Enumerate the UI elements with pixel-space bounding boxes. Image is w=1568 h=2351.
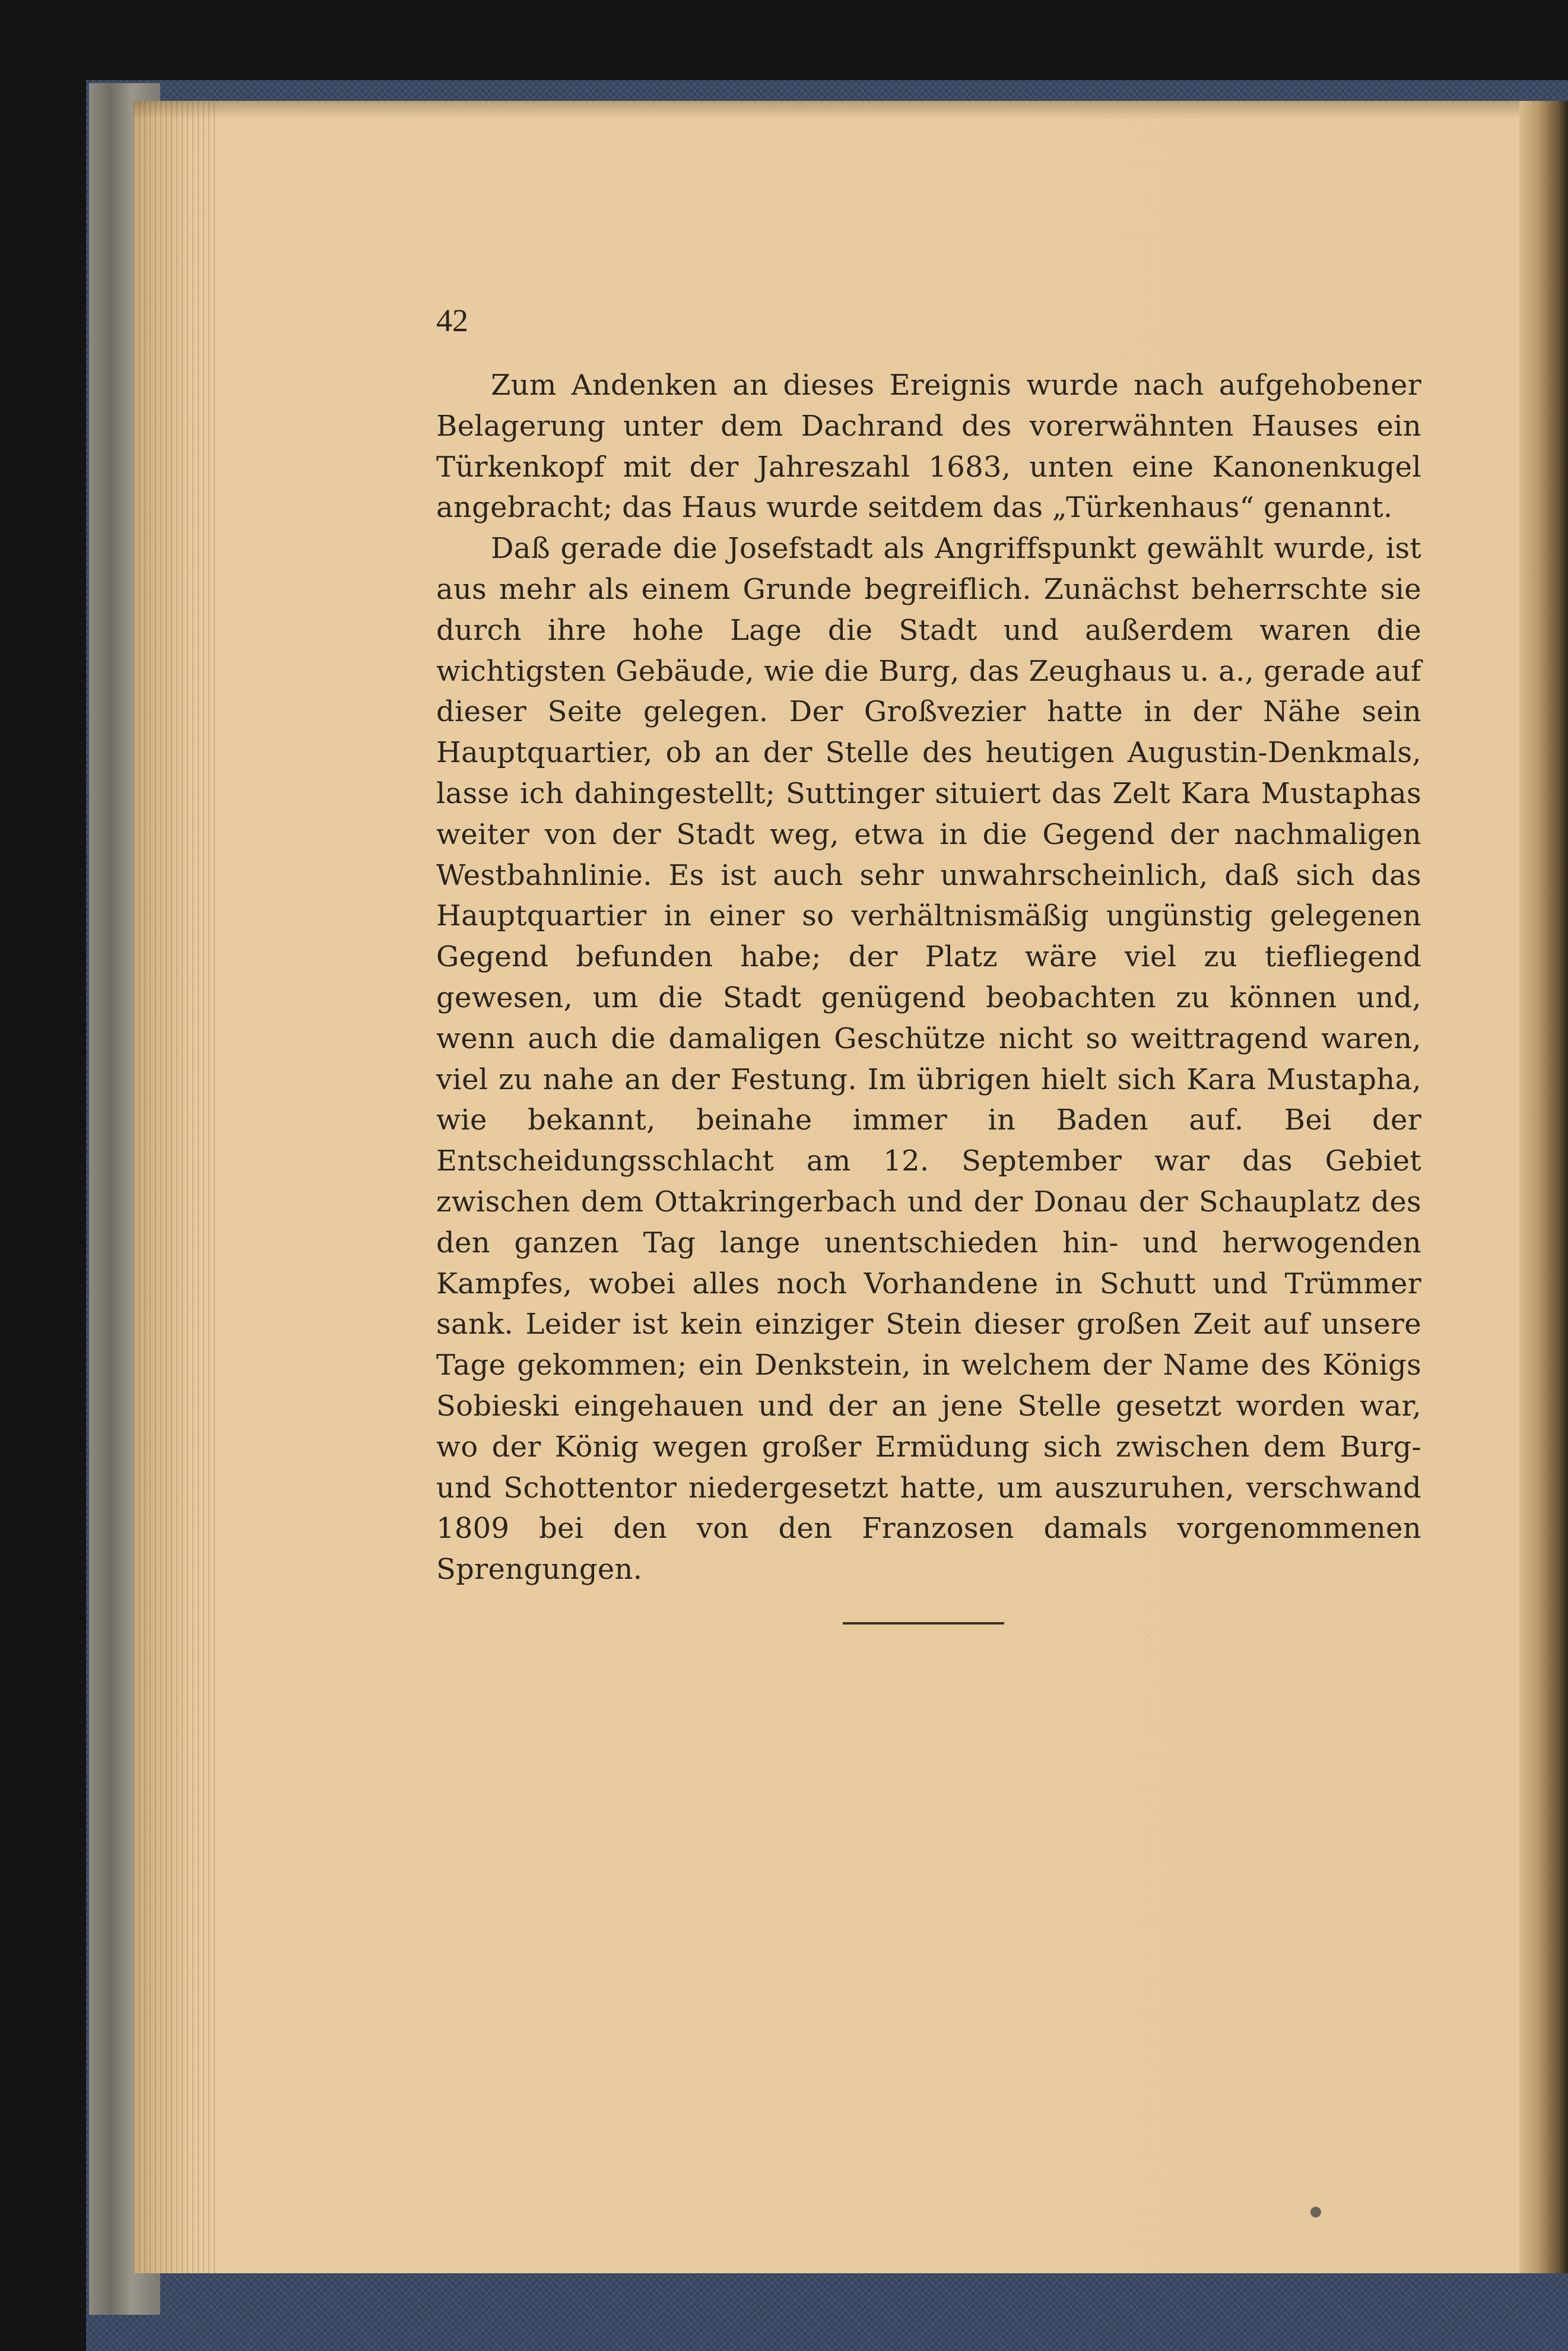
chapter-end-rule [843, 1622, 1004, 1625]
paragraph-1: Zum Andenken an dieses Ereignis wurde nach aufgehobener Belagerung unter dem Dachrand des vorerwähnten Hauses ein Türkenkopf mit der Jahreszahl 1683, unten eine Kanonenkugel angebracht; das Haus wurde seitdem das „Türkenhaus“ genannt. [436, 369, 1421, 525]
body-text [436, 365, 1421, 1590]
page-number: 42 [436, 303, 468, 338]
page-top-shadow [134, 101, 1552, 119]
page-stack-edge [134, 101, 217, 2273]
paragraph-2: Daß gerade die Josefstadt als Angriffspunkt gewählt wurde, ist aus mehr als einem Grunde begreiflich. Zunächst beherrschte sie durch ihre hohe Lage die Stadt und außerdem waren die wichtigsten Gebäude, wie die Burg, das Zeughaus u. a., gerade auf dieser Seite gelegen. Der Großvezier hatte in der Nähe sein Hauptquartier, ob an der Stelle des heutigen Augustin-Denkmals, lasse ich dahingestellt; Suttinger situiert das Zelt Kara Mustaphas weiter von der Stadt weg, etwa in die Gegend der nachmaligen Westbahnlinie. Es ist auch sehr unwahrscheinlich, daß sich das Hauptquartier in einer so verhältnismäßig ungünstig gelegenen Gegend befunden habe; der Platz wäre viel zu tiefliegend gewesen, um die Stadt genügend beobachten zu können und, wenn auch die damaligen Geschütze nicht so weittragend waren, viel zu nahe an der Festung. Im übrigen hielt sich Kara Mustapha, wie bekannt, beinahe immer in Baden auf. Bei der Entscheidungsschlacht am 12. September war das Gebiet zwischen dem Ottakringerbach und der Donau der Schauplatz des den ganzen Tag lange unentschieden hin- und herwogenden Kampfes, wobei alles noch Vorhandene in Schutt und Trümmer sank. Leider ist kein einziger Stein dieser großen Zeit auf unsere Tage gekommen; ein Denkstein, in welchem der Name des Königs Sobieski eingehauen und der an jene Stelle gesetzt worden war, wo der König wegen großer Ermüdung sich zwischen dem Burg- und Schottentor niedergesetzt hatte, um auszuruhen, verschwand 1809 bei den von den Franzosen damals vorgenommenen Sprengungen. [436, 532, 1421, 1587]
ink-speck [1310, 2207, 1321, 2217]
book-gutter [1519, 101, 1568, 2273]
